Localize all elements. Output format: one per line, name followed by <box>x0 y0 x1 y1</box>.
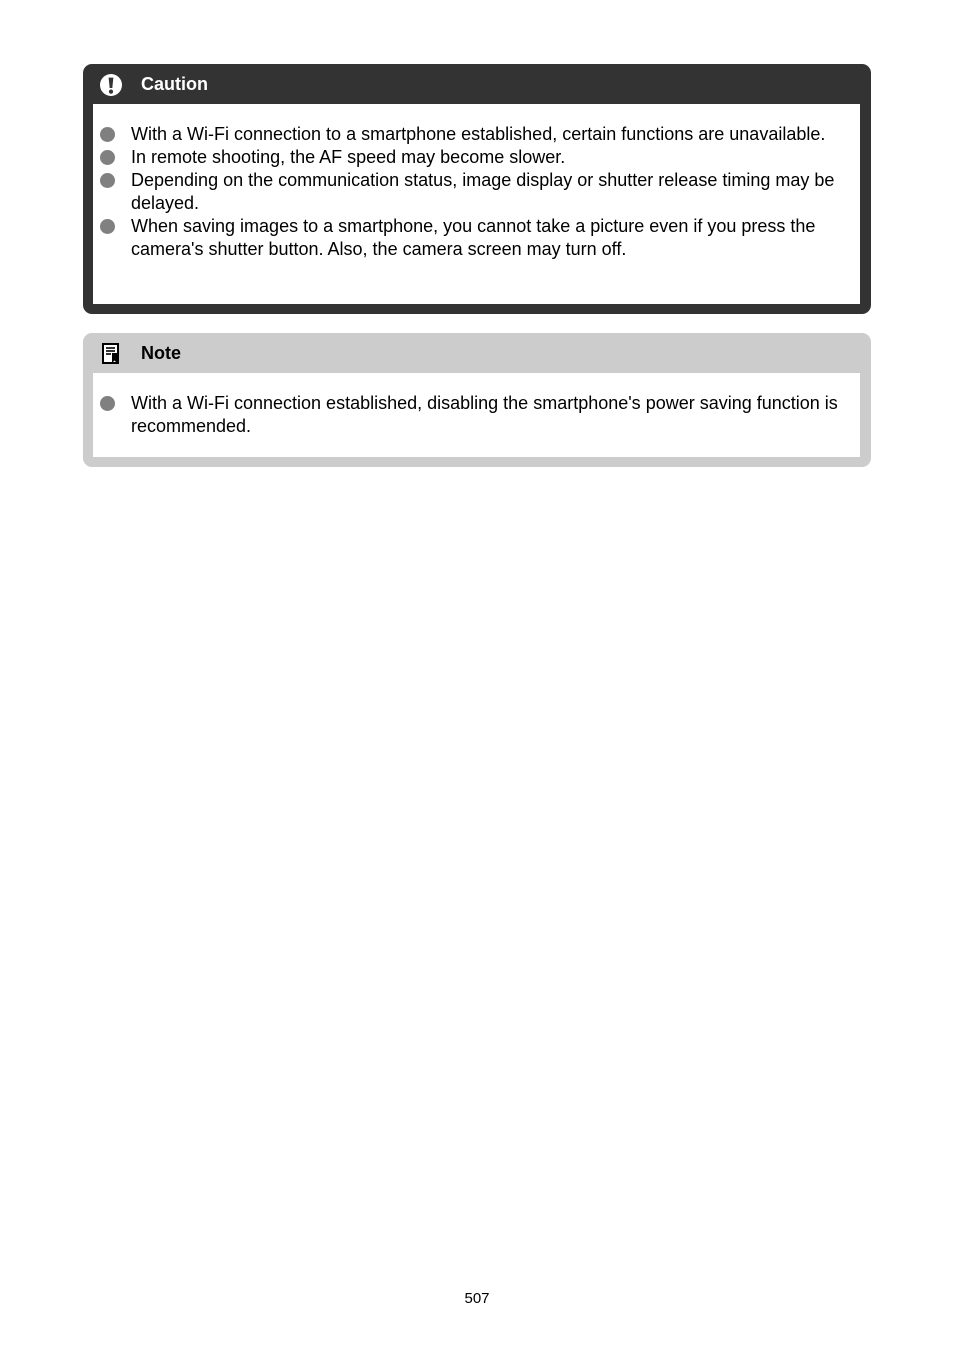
bullet-icon <box>100 173 115 188</box>
note-icon <box>101 343 121 365</box>
page-number: 507 <box>464 1290 490 1307</box>
note-item-text: With a Wi-Fi connection established, disabling the smartphone's power saving function is recommended. <box>131 393 838 436</box>
note-list <box>93 392 860 438</box>
caution-box <box>83 64 871 314</box>
caution-item <box>93 169 860 215</box>
note-box <box>83 333 871 467</box>
caution-item <box>93 215 860 261</box>
bullet-icon <box>100 396 115 411</box>
note-item <box>93 392 860 438</box>
caution-item <box>93 146 860 169</box>
caution-item-text: In remote shooting, the AF speed may become slower. <box>131 147 566 167</box>
caution-body <box>93 104 860 304</box>
bullet-icon <box>100 150 115 165</box>
caution-item-text: When saving images to a smartphone, you cannot take a picture even if you press the camera's shutter button. Also, the camera screen may turn off. <box>131 216 816 259</box>
caution-item-text: With a Wi-Fi connection to a smartphone established, certain functions are unavailable. <box>131 124 826 144</box>
note-header <box>83 333 871 373</box>
exclamation-icon <box>100 74 122 96</box>
caution-item <box>93 123 860 146</box>
caution-header <box>83 64 871 104</box>
caution-list <box>93 123 860 261</box>
bullet-icon <box>100 219 115 234</box>
caution-title: Caution <box>141 74 208 94</box>
bullet-icon <box>100 127 115 142</box>
note-title: Note <box>141 343 181 363</box>
caution-item-text: Depending on the communication status, image display or shutter release timing may be delayed. <box>131 170 835 213</box>
note-body <box>93 373 860 457</box>
